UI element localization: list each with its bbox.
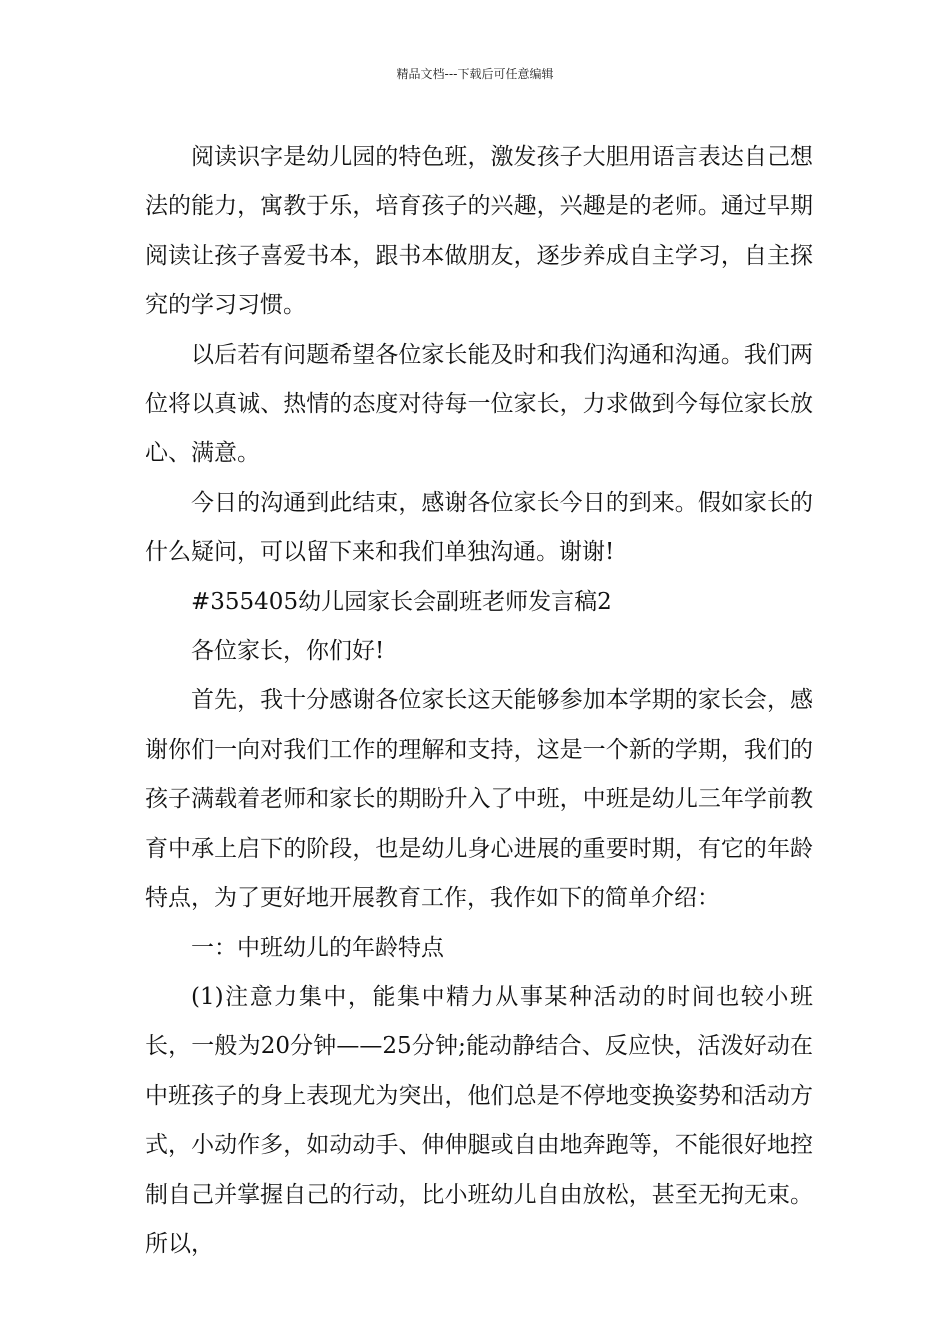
paragraph-closing: 今日的沟通到此结束，感谢各位家长今日的到来。假如家长的什么疑问，可以留下来和我们单独沟通。谢谢! [145,489,813,566]
section-title: #355405幼儿园家长会副班老师发言稿2 [191,588,612,615]
paragraph-literacy: 阅读识字是幼儿园的特色班，激发孩子大胆用语言表达自己想法的能力，寓教于乐，培育孩子的兴趣，兴趣是的老师。通过早期阅读让孩子喜爱书本，跟书本做朋友，逐步养成自主学习，自主探究的学习习惯。 [145,144,813,319]
greeting: 各位家长，你们好! [191,638,385,665]
paragraph-introduction: 首先，我十分感谢各位家长这天能够参加本学期的家长会，感谢你们一向对我们工作的理解和支持，这是一个新的学期，我们的孩子满载着老师和家长的期盼升入了中班，中班是幼儿三年学前教育中承上启下的阶段，也是幼儿身心进展的重要时期，有它的年龄特点，为了更好地开展教育工作，我作如下的简单介绍： [145,687,813,912]
document-body [145,133,813,1269]
subheading-age-characteristics: 一：中班幼儿的年龄特点 [191,934,444,961]
paragraph-communication: 以后若有问题希望各位家长能及时和我们沟通和沟通。我们两位将以真诚、热情的态度对待每一位家长，力求做到今每位家长放心、满意。 [145,341,813,467]
paragraph-attention: (1)注意力集中，能集中精力从事某种活动的时间也较小班长，一般为20分钟——25分钟;能动静结合、反应快，活泼好动在中班孩子的身上表现尤为突出，他们总是不停地变换姿势和活动方式，小动作多，如动动手、伸伸腿或自由地奔跑等，不能很好地控制自己并掌握自己的行动，比小班幼儿自由放松，甚至无拘无束。所以， [145,983,813,1257]
page-header: 精品文档---下载后可任意编辑 [396,67,554,81]
